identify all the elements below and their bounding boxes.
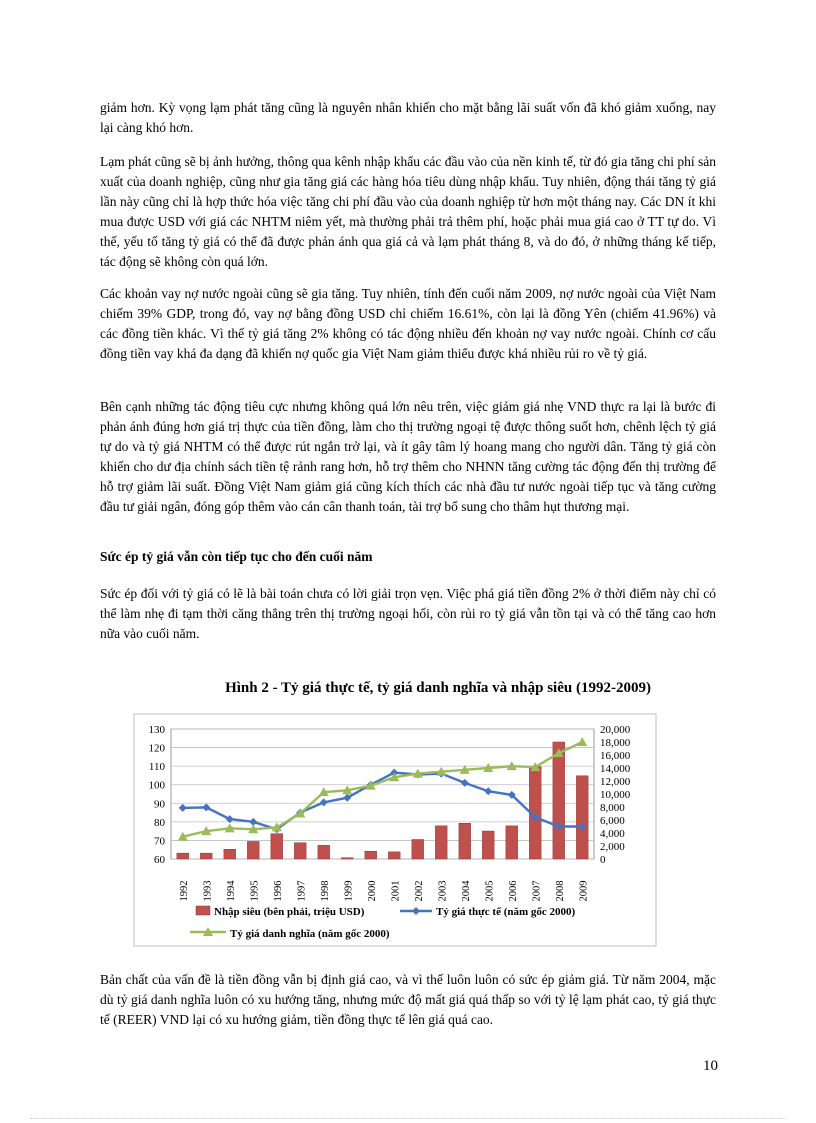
- point-ty-gia-danh-nghia: [272, 822, 282, 831]
- bar-nhap-sieu: [435, 826, 447, 859]
- legend-swatch-bar: [196, 906, 210, 915]
- bar-nhap-sieu: [271, 834, 283, 859]
- point-ty-gia-thuc-te: [508, 791, 516, 799]
- point-ty-gia-danh-nghia: [248, 824, 258, 833]
- y-right-tick-label: 16,000: [600, 750, 631, 762]
- bar-nhap-sieu: [341, 858, 353, 859]
- y-left-tick-label: 90: [154, 798, 165, 811]
- bar-nhap-sieu: [388, 852, 400, 859]
- point-ty-gia-thuc-te: [484, 787, 492, 795]
- point-ty-gia-danh-nghia: [530, 762, 540, 771]
- point-ty-gia-thuc-te: [390, 769, 398, 777]
- body-paragraph: Bên cạnh những tác động tiêu cực nhưng không quá lớn nêu trên, việc giảm giá nhẹ VND thực ra lại là bước đi phản ánh đúng hơn giá trị thực của tiền đồng, làm cho thị trường ngoại tệ được thông suốt hơn, chênh lệch tỷ giá tự do và tỷ giá NHTM có thể được rút ngắn trở lại, và ít gây tâm lý hoang mang cho người dân. Tăng tỷ giá còn khiến cho dư địa chính sách tiền tệ rảnh rang hơn, hỗ trợ thêm cho NHNN tăng cường tác động đến thị trường để hỗ trợ giảm lãi suất. Đồng Việt Nam giảm giá cũng kích thích các nhà đầu tư nước ngoài tiếp tục và tăng cường đầu tư giải ngân, đóng góp thêm vào cán cân thanh toán, tài trợ bổ sung cho thâm hụt thương mại.: [100, 399, 716, 514]
- y-right-tick-label: 12,000: [600, 776, 631, 788]
- point-ty-gia-thuc-te: [273, 825, 281, 833]
- x-tick-label: 1992: [178, 880, 190, 902]
- series-line-ty-gia-thuc-te: [183, 773, 583, 830]
- y-left-tick-label: 60: [154, 854, 165, 866]
- figure-title: Hình 2 - Tỷ giá thực tế, tỷ giá danh nghĩa và nhập siêu (1992-2009): [225, 680, 651, 696]
- bar-nhap-sieu: [247, 841, 259, 859]
- body-paragraph: giảm hơn. Kỳ vọng lạm phát tăng cũng là nguyên nhân khiến cho mặt bằng lãi suất vốn đã khó giảm xuống, nay lại càng khó hơn.: [100, 100, 716, 135]
- point-ty-gia-danh-nghia: [201, 826, 211, 835]
- point-ty-gia-thuc-te: [343, 794, 351, 802]
- bar-nhap-sieu: [294, 843, 306, 859]
- legend-label: Tỷ giá danh nghĩa (năm gốc 2000): [230, 928, 390, 940]
- y-right-tick-label: 0: [600, 854, 606, 866]
- x-tick-label: 1997: [296, 880, 308, 902]
- y-right-tick-label: 2,000: [600, 841, 625, 853]
- point-ty-gia-thuc-te: [367, 781, 375, 789]
- point-ty-gia-thuc-te: [249, 818, 257, 826]
- point-ty-gia-thuc-te: [414, 771, 422, 779]
- x-tick-label: 1993: [202, 880, 214, 902]
- y-left-tick-label: 130: [148, 724, 165, 736]
- bar-nhap-sieu: [576, 776, 588, 859]
- x-tick-label: 1995: [249, 880, 261, 902]
- point-ty-gia-thuc-te: [202, 803, 210, 811]
- body-paragraph: Các khoản vay nợ nước ngoài cũng sẽ gia tăng. Tuy nhiên, tính đến cuối năm 2009, nợ nước ngoài của Việt Nam chiếm 39% GDP, trong đó, vay nợ bằng đồng USD chỉ chiếm 16.61%, còn lại là đồng Yên (chiếm 41.96%) và các đồng tiền khác. Vì thế tỷ giá tăng 2% không có tác động nhiều đến khoản nợ vay nước ngoài. Chính cơ cấu đồng tiền vay khá đa dạng đã khiến nợ quốc gia Việt Nam giảm thiểu được khá nhiều rủi ro về tỷ giá.: [100, 286, 716, 361]
- point-ty-gia-thuc-te: [555, 823, 563, 831]
- point-ty-gia-danh-nghia: [460, 765, 470, 774]
- point-ty-gia-danh-nghia: [507, 761, 517, 770]
- section-heading: Sức ép tỷ giá vẫn còn tiếp tục cho đến cuối năm: [100, 549, 373, 564]
- x-tick-label: 1994: [225, 880, 237, 902]
- point-ty-gia-thuc-te: [531, 813, 539, 821]
- legend-marker-triangle: [203, 927, 213, 936]
- x-tick-label: 2006: [507, 880, 519, 902]
- point-ty-gia-danh-nghia: [554, 748, 564, 757]
- point-ty-gia-thuc-te: [226, 815, 234, 823]
- bar-nhap-sieu: [553, 742, 565, 859]
- page-bottom-divider: [30, 1118, 786, 1119]
- bar-nhap-sieu: [318, 845, 330, 859]
- bar-nhap-sieu: [224, 849, 236, 859]
- x-tick-label: 1998: [319, 880, 331, 902]
- bar-nhap-sieu: [365, 851, 377, 859]
- bar-nhap-sieu: [177, 853, 189, 859]
- y-right-tick-label: 10,000: [600, 789, 631, 801]
- point-ty-gia-thuc-te: [578, 823, 586, 831]
- y-left-tick-label: 120: [148, 742, 165, 755]
- point-ty-gia-danh-nghia: [342, 785, 352, 794]
- y-right-tick-label: 8,000: [600, 802, 625, 814]
- y-right-tick-label: 14,000: [600, 763, 631, 775]
- bar-nhap-sieu: [200, 853, 212, 859]
- page-number: 10: [703, 1058, 718, 1074]
- bar-nhap-sieu: [459, 823, 471, 859]
- point-ty-gia-thuc-te: [296, 809, 304, 817]
- y-left-tick-label: 80: [154, 816, 165, 829]
- x-tick-label: 2007: [531, 880, 543, 902]
- body-paragraph: Lạm phát cũng sẽ bị ảnh hưởng, thông qua kênh nhập khẩu các đầu vào của nền kinh tế, từ đó gia tăng chi phí sản xuất của doanh nghiệp, cũng như gia tăng giá các hàng hóa tiêu dùng nhập khẩu. Tuy nhiên, động thái tăng tỷ giá lần này cũng chỉ là hợp thức hóa việc tăng chi phí đầu vào của doanh nghiệp từ hơn một tháng nay. Các DN ít khi mua được USD với giá các NHTM niêm yết, mà thường phải trả thêm phí, hoặc phải mua giá cao ở TT tự do. Vì thế, yếu tố tăng tỷ giá có thể đã được phản ánh qua giá cả và lạm phát tháng 8, và do đó, ở những tháng kế tiếp, tác động sẽ không còn quá lớn.: [100, 154, 716, 269]
- x-tick-label: 2003: [437, 880, 449, 902]
- legend-marker-diamond: [412, 907, 420, 915]
- point-ty-gia-danh-nghia: [389, 772, 399, 781]
- bar-nhap-sieu: [482, 831, 494, 859]
- chart-border: [134, 714, 656, 946]
- y-left-tick-label: 110: [148, 761, 165, 774]
- x-tick-label: 2005: [484, 880, 496, 902]
- y-right-tick-label: 20,000: [600, 724, 631, 736]
- bar-nhap-sieu: [529, 767, 541, 859]
- plot-area-frame: [171, 729, 594, 859]
- point-ty-gia-danh-nghia: [366, 781, 376, 790]
- point-ty-gia-danh-nghia: [436, 767, 446, 776]
- y-right-tick-label: 4,000: [600, 828, 625, 840]
- point-ty-gia-thuc-te: [320, 798, 328, 806]
- x-tick-label: 2001: [390, 880, 402, 902]
- x-tick-label: 2004: [460, 880, 472, 902]
- bar-nhap-sieu: [506, 826, 518, 859]
- legend-label: Nhập siêu (bên phải, triệu USD): [214, 906, 365, 918]
- point-ty-gia-danh-nghia: [319, 787, 329, 796]
- series-line-ty-gia-danh-nghia: [183, 742, 583, 837]
- point-ty-gia-danh-nghia: [178, 832, 188, 841]
- point-ty-gia-thuc-te: [179, 804, 187, 812]
- y-left-tick-label: 70: [154, 835, 165, 848]
- x-tick-label: 2008: [554, 880, 566, 902]
- x-tick-label: 1999: [343, 880, 355, 902]
- x-tick-label: 2009: [578, 880, 590, 902]
- y-left-tick-label: 100: [148, 779, 165, 792]
- x-tick-label: 2002: [413, 880, 425, 902]
- point-ty-gia-thuc-te: [461, 779, 469, 787]
- x-tick-label: 1996: [272, 880, 284, 902]
- body-paragraph: Bản chất của vấn đề là tiền đồng vẫn bị định giá cao, và vì thế luôn luôn có sức ép giảm giá. Từ năm 2004, mặc dù tỷ giá danh nghĩa luôn có xu hướng tăng, nhưng mức độ mất giá quá thấp so với tỷ lệ lạm phát cao, tỷ giá thực tế (REER) VND lại có xu hướng giảm, tiền đồng thực tế lên giá quá cao.: [100, 972, 716, 1027]
- y-right-tick-label: 6,000: [600, 815, 625, 827]
- y-right-tick-label: 18,000: [600, 737, 631, 749]
- point-ty-gia-danh-nghia: [295, 809, 305, 818]
- legend-label: Tỷ giá thực tế (năm gốc 2000): [436, 906, 576, 918]
- point-ty-gia-danh-nghia: [483, 763, 493, 772]
- point-ty-gia-danh-nghia: [225, 823, 235, 832]
- point-ty-gia-danh-nghia: [413, 769, 423, 778]
- point-ty-gia-thuc-te: [437, 770, 445, 778]
- point-ty-gia-danh-nghia: [577, 737, 587, 746]
- x-tick-label: 2000: [366, 880, 378, 902]
- body-paragraph: Sức ép đối với tỷ giá có lẽ là bài toán chưa có lời giải trọn vẹn. Việc phá giá tiền đồng 2% ở thời điểm này chỉ có thể làm nhẹ đi tạm thời căng thẳng trên thị trường ngoại hối, còn rủi ro tỷ giá vẫn tồn tại và có thể tăng cao hơn nữa vào cuối năm.: [100, 586, 716, 641]
- bar-nhap-sieu: [412, 840, 424, 860]
